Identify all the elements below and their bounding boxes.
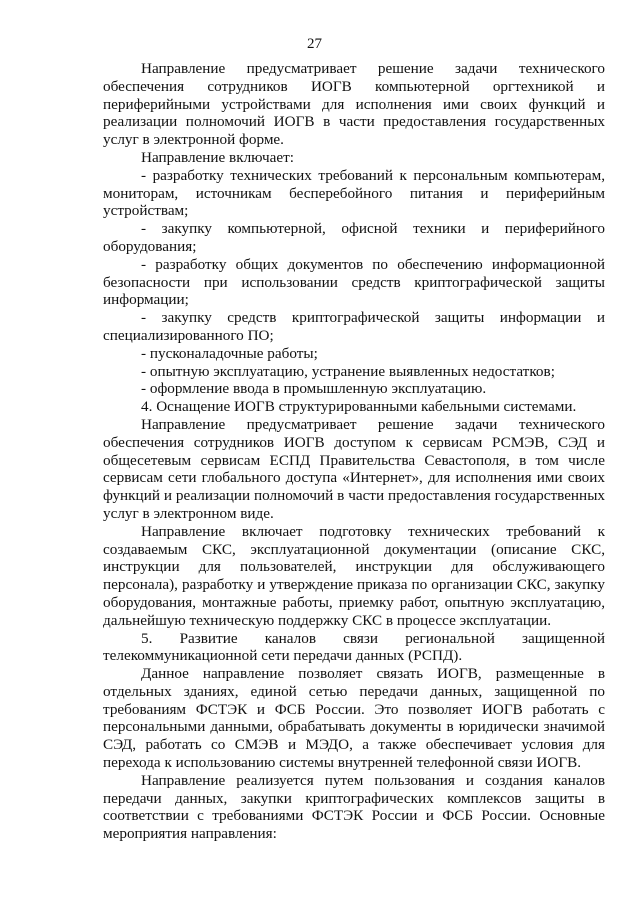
list-item-1: - разработку технических требований к персональным компьютерам, мониторам, источникам бесперебойного питания и периферийным устройствам; <box>103 166 605 220</box>
paragraph-3: Направление предусматривает решение задачи технического обеспечения сотрудников ИОГВ доступом к сервисам РСМЭВ, СЭД и общесетевым сервисам ЕСПД Правительства Севастополя, в том числе сервисам сети глобального доступа «Интернет», для исполнения ими своих функций и реализации полномочий в части предоставления государственных услуг в электронном виде. <box>103 415 605 522</box>
list-item-6: - опытную эксплуатацию, устранение выявленных недостатков; <box>141 362 555 380</box>
paragraph-2: Направление включает: <box>141 148 294 166</box>
paragraph-6: Направление реализуется путем пользования и создания каналов передачи данных, закупки криптографических комплексов защиты в соответствии с требованиями ФСТЭК России и ФСБ России. Основные мероприятия направления: <box>103 771 605 843</box>
list-item-5: - пусконаладочные работы; <box>141 344 318 362</box>
list-item-2: - закупку компьютерной, офисной техники и периферийного оборудования; <box>103 220 605 255</box>
paragraph-4: Направление включает подготовку технических требований к создаваемым СКС, эксплуатационной документации (описание СКС, инструкции для пользователей, инструкции для обслуживающего персонала), разработку и утверждение приказа по организации СКС, закупку оборудования, монтажные работы, приемку работ, опытную эксплуатацию, дальнейшую техническую поддержку СКС в процессе эксплуатации. <box>103 522 605 629</box>
list-item-3: - разработку общих документов по обеспечению информационной безопасности при использовании средств криптографической защиты информации; <box>103 255 605 309</box>
body-text <box>103 60 605 843</box>
section-heading-5: 5. Развитие каналов связи региональной защищенной телекоммуникационной сети передачи данных (РСПД). <box>103 629 605 665</box>
section-heading-4: 4. Оснащение ИОГВ структурированными кабельными системами. <box>141 398 577 416</box>
paragraph-5: Данное направление позволяет связать ИОГВ, размещенные в отдельных зданиях, единой сетью передачи данных, защищенной по требованиям ФСТЭК и ФСБ России. Это позволяет ИОГВ работать с персональными данными, обрабатывать документы в юридически значимой СЭД, работать со СМЭВ и МЭДО, а также обеспечивает условия для перехода к использованию системы внутренней телефонной связи ИОГВ. <box>103 665 605 772</box>
list-item-4: - закупку средств криптографической защиты информации и специализированного ПО; <box>103 309 605 344</box>
list-item-7: - оформление ввода в промышленную эксплуатацию. <box>141 380 487 398</box>
page-number: 27 <box>307 36 322 52</box>
paragraph-1: Направление предусматривает решение задачи технического обеспечения сотрудников ИОГВ компьютерной оргтехникой и периферийными устройствами для исполнения ими своих функций и реализации полномочий ИОГВ в части предоставления государственных услуг в электронной форме. <box>103 60 605 149</box>
